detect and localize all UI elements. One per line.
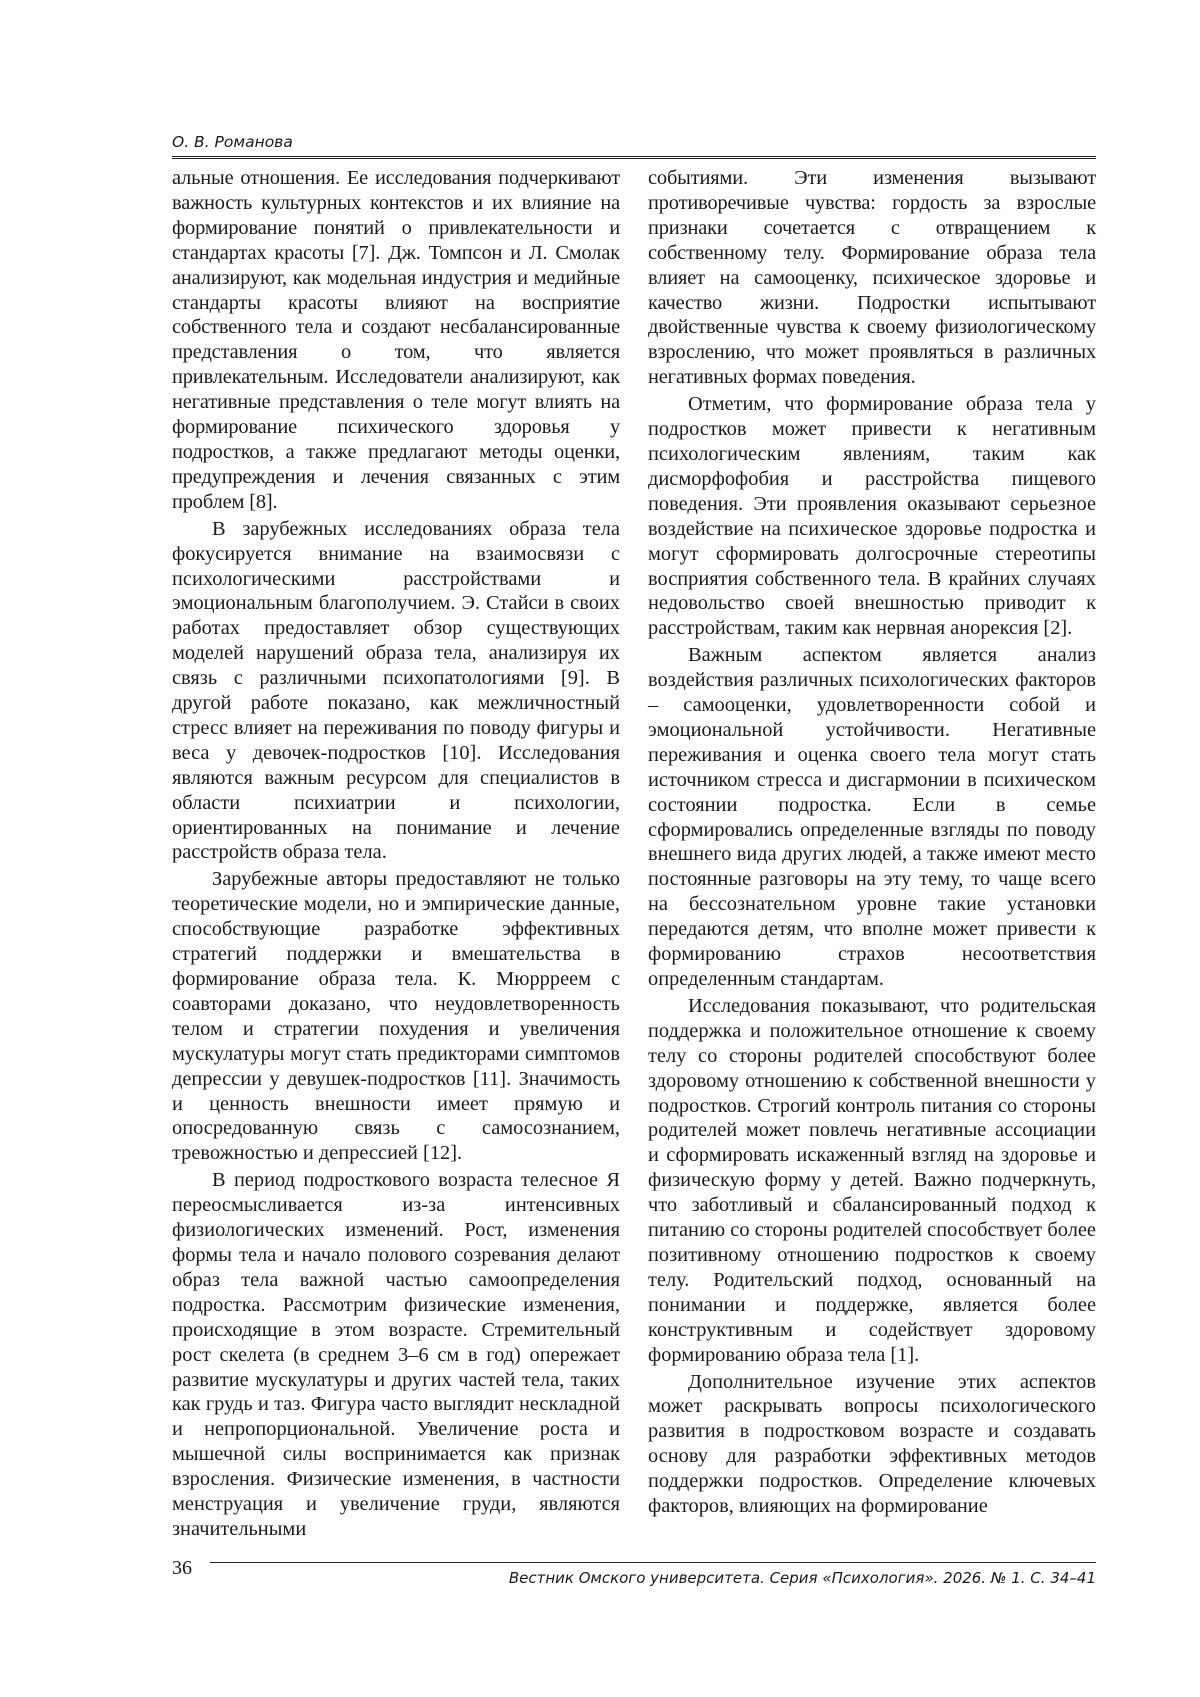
running-header [172,132,1096,159]
running-author: О. В. Романова [172,133,293,151]
left-paragraph-1: альные отношения. Ее исследования подчеркивают важность культурных контекстов и их влияние на формирование понятий о привлекательности и стандартах красоты [7]. Дж. Томпсон и Л. Смолак анализируют, как модельная индустрия и медийные стандарты красоты влияют на восприятие собственного тела и создают несбалансированные представления о том, что является привлекательным. Исследователи анализируют, как негативные представления о теле могут влиять на формирование психического здоровья у подростков, а также предлагают методы оценки, предупреждения и лечения связанных с этим проблем [8]. [172,167,620,513]
right-paragraph-4: Исследования показывают, что родительская поддержка и положительное отношение к своему телу со стороны родителей способствуют более здоровому отношению к собственной внешности у подростков. Строгий контроль питания со стороны родителей может повлечь негативные ассоциации и сформировать искаженный взгляд на здоровье и физическую форму у детей. Важно подчеркнуть, что заботливый и сбалансированный подход к питанию со стороны родителей способствует более позитивному отношению подростков к своему телу. Родительский подход, основанный на понимании и поддержке, является более конструктивным и содействует здоровому формированию образа тела [1]. [648,994,1096,1366]
journal-citation: Вестник Омского университета. Серия «Психология». 2026. № 1. С. 34–41 [508,1569,1096,1587]
right-paragraph-1: событиями. Эти изменения вызывают противоречивые чувства: гордость за взрослые признаки сочетается с отвращением к собственному телу. Формирование образа тела влияет на самооценку, психическое здоровье и качество жизни. Подростки испытывают двойственные чувства к своему физиологическому взрослению, что может проявляться в различных негативных формах поведения. [648,167,1096,389]
page-number: 36 [172,1557,192,1579]
left-paragraph-4: В период подросткового возраста телесное Я переосмысливается из-за интенсивных физиологических изменений. Рост, изменения формы тела и начало полового созревания делают образ тела важной частью самоопределения подростка. Рассмотрим физические изменения, происходящие в этом возрасте. Стремительный рост скелета (в среднем 3–6 см в год) опережает развитие мускулатуры и других частей тела, таких как грудь и таз. Фигура часто выглядит нескладной и непропорциональной. Увеличение роста и мышечной силы воспринимается как признак взросления. Физические изменения, в частности менструация и увеличение груди, являются значительными [172,1169,620,1540]
right-column [648,166,1096,1521]
left-column [172,166,620,1544]
left-paragraph-2: В зарубежных исследованиях образа тела фокусируется внимание на взаимосвязи с психологическими расстройствами и эмоциональным благополучием. Э. Стайси в своих работах предоставляет обзор существующих моделей нарушений образа тела, анализируя их связь с различными психопатологиями [9]. В другой работе показано, как межличностный стресс влияет на переживания по поводу фигуры и веса у девочек-подростков [10]. Исследования являются важным ресурсом для специалистов в области психиатрии и психологии, ориентированных на понимание и лечение расстройств образа тела. [172,517,620,864]
right-paragraph-5: Дополнительное изучение этих аспектов может раскрывать вопросы психологического развития в подростковом возрасте и создавать основу для разработки эффективных методов поддержки подростков. Определение ключевых факторов, влияющих на формирование [648,1370,1096,1518]
right-paragraph-3: Важным аспектом является анализ воздействия различных психологических факторов – самооценки, удовлетворенности собой и эмоциональной устойчивости. Негативные переживания и оценка своего тела могут стать источником стресса и дисгармонии в психическом состоянии подростка. Если в семье сформировались определенные взгляды по поводу внешнего вида других людей, а также имеют место постоянные разговоры на эту тему, то чаще всего на бессознательном уровне такие установки передаются детям, что вполне может привести к формированию страхов несоответствия определенным стандартам. [648,644,1096,990]
right-paragraph-2: Отметим, что формирование образа тела у подростков может привести к негативным психологическим явлениям, таким как дисморфофобия и расстройства пищевого поведения. Эти проявления оказывают серьезное воздействие на психическое здоровье подростка и могут сформировать долгосрочные стереотипы восприятия собственного тела. В крайних случаях недовольство своей внешностью приводит к расстройствам, таким как нервная анорексия [2]. [648,393,1096,640]
footer-rule [210,1562,1096,1563]
left-paragraph-3: Зарубежные авторы предоставляют не только теоретические модели, но и эмпирические данные, способствующие разработке эффективных стратегий поддержки и вмешательства в формирование образа тела. К. Мюррреем с соавторами доказано, что неудовлетворенность телом и стратегии похудения и увеличения мускулатуры могут стать предикторами симптомов депрессии у девушек-подростков [11]. Значимость и ценность внешности имеет прямую и опосредованную связь с самосознанием, тревожностью и депрессией [12]. [172,868,620,1165]
